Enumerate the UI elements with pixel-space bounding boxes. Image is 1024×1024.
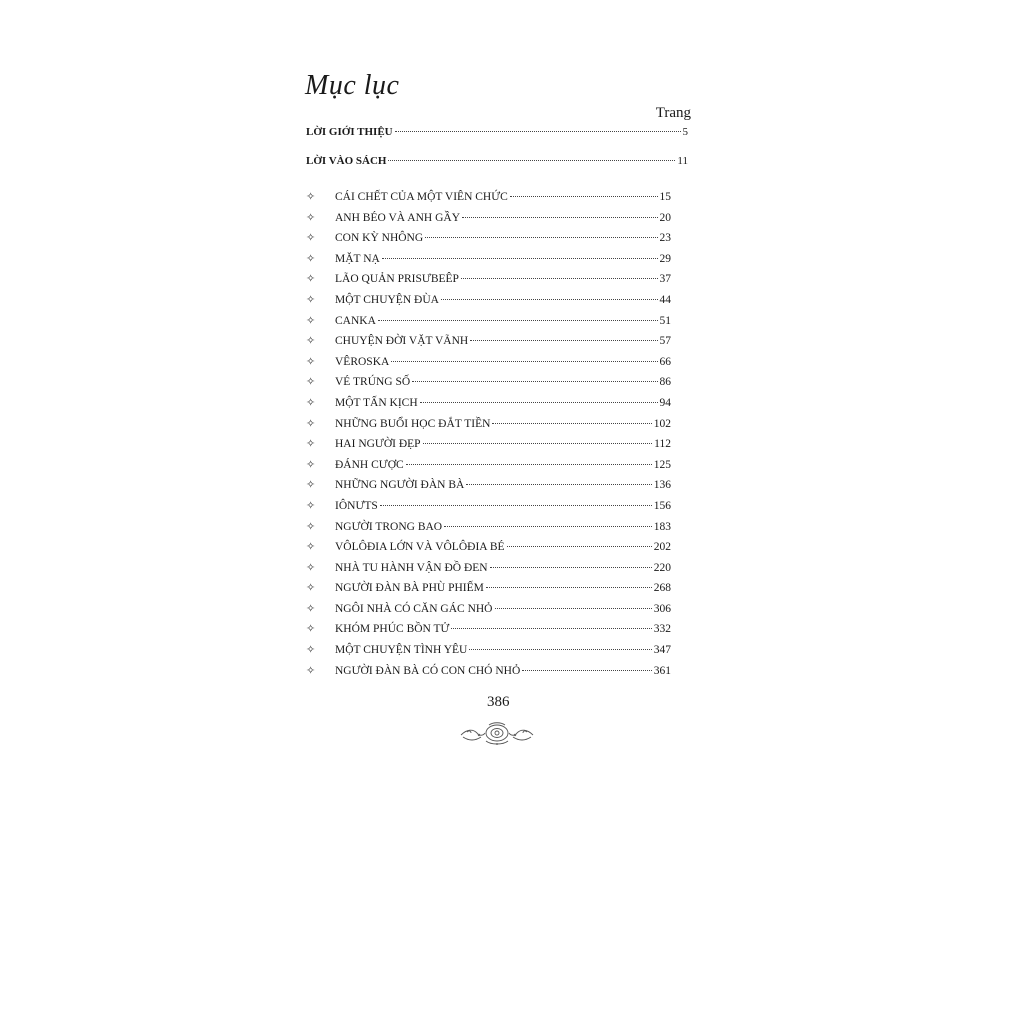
- diamond-star-icon: ✧: [306, 396, 316, 409]
- toc-entry-row: [306, 664, 691, 685]
- diamond-star-icon: ✧: [306, 644, 316, 657]
- dot-leader: [380, 505, 652, 506]
- dot-leader: [420, 402, 658, 403]
- dot-leader: [470, 340, 657, 341]
- toc-entry-row: [306, 478, 691, 499]
- toc-entry-title: NGƯỜI ĐÀN BÀ PHÙ PHIẾM: [335, 582, 484, 595]
- dot-leader: [406, 464, 652, 465]
- toc-entry-row: [306, 458, 691, 479]
- dot-leader: [461, 278, 658, 279]
- toc-entry-page: 15: [659, 191, 671, 203]
- diamond-star-icon: ✧: [306, 541, 316, 554]
- toc-entry-page: 347: [653, 644, 671, 657]
- toc-entry-page: 66: [659, 355, 671, 368]
- dot-leader: [469, 649, 651, 650]
- diamond-star-icon: ✧: [306, 602, 316, 615]
- toc-entry-page: 51: [659, 314, 671, 327]
- toc-front-matter-row: [306, 155, 691, 184]
- toc-entry-row: [306, 375, 691, 396]
- dot-leader: [510, 196, 658, 197]
- toc-entry-row: [306, 396, 691, 417]
- diamond-star-icon: ✧: [306, 376, 316, 389]
- dot-leader: [486, 587, 652, 588]
- toc-entry-row: [306, 231, 691, 252]
- toc-entry-title: MỘT CHUYỆN ĐÙA: [335, 293, 439, 306]
- diamond-star-icon: ✧: [306, 232, 316, 245]
- diamond-star-icon: ✧: [306, 438, 316, 451]
- toc-entry-row: [306, 314, 691, 335]
- toc-entry-title: NHỮNG BUỔI HỌC ĐẮT TIỀN: [335, 417, 491, 430]
- toc-entry-title: LÃO QUẢN PRISƯBEÊP: [335, 273, 459, 286]
- dot-leader: [466, 484, 651, 485]
- toc-entry-row: [306, 334, 691, 355]
- toc-entry-page: 361: [653, 664, 671, 677]
- toc-entry-page: 37: [659, 273, 671, 286]
- toc-entry-page: 23: [659, 232, 671, 245]
- page-number: 386: [487, 694, 510, 710]
- diamond-star-icon: ✧: [306, 520, 316, 533]
- toc-entry-title: MỘT TẤN KỊCH: [335, 396, 418, 409]
- toc-entry-page: 44: [659, 293, 671, 306]
- toc-entry-page: 5: [682, 126, 688, 138]
- diamond-star-icon: ✧: [306, 314, 316, 327]
- dot-leader: [423, 443, 653, 444]
- toc-entry-page: 20: [659, 211, 671, 224]
- toc-entry-row: [306, 602, 691, 623]
- diamond-star-icon: ✧: [306, 582, 316, 595]
- toc-entry-page: 86: [659, 376, 671, 389]
- toc-entry-title: NHÀ TU HÀNH VẬN ĐỒ ĐEN: [335, 561, 488, 574]
- toc-entry-page: 11: [677, 155, 688, 167]
- toc-entry-title: ANH BÉO VÀ ANH GẦY: [335, 211, 461, 224]
- diamond-star-icon: ✧: [306, 479, 316, 492]
- toc-entry-title: VÔLÔĐIA LỚN VÀ VÔLÔĐIA BÉ: [335, 541, 505, 554]
- toc-entry-title: CHUYỆN ĐỜI VẶT VÃNH: [335, 335, 469, 348]
- dot-leader: [522, 670, 651, 671]
- toc-entry-page: 268: [653, 582, 671, 595]
- toc-entry-page: 29: [659, 252, 671, 265]
- toc-entry-page: 306: [653, 602, 671, 615]
- diamond-star-icon: ✧: [306, 623, 316, 636]
- diamond-star-icon: ✧: [306, 417, 316, 430]
- toc-entry-row: [306, 643, 691, 664]
- diamond-star-icon: ✧: [306, 211, 316, 224]
- toc-entry-page: 112: [654, 438, 671, 451]
- toc-entry-row: [306, 499, 691, 520]
- dot-leader: [425, 237, 657, 238]
- toc-entry-row: [306, 190, 691, 211]
- page-title: Mục lục: [305, 70, 400, 101]
- toc-entry-page: 156: [653, 499, 671, 512]
- toc-entry-title: KHÓM PHÚC BỒN TỬ: [335, 623, 450, 636]
- dot-leader: [490, 567, 652, 568]
- toc-entry-page: 57: [659, 335, 671, 348]
- toc-entry-row: [306, 293, 691, 314]
- toc-entry-row: [306, 520, 691, 541]
- diamond-star-icon: ✧: [306, 273, 316, 286]
- toc-entry-title: CÁI CHẾT CỦA MỘT VIÊN CHỨC: [335, 191, 508, 203]
- toc-entry-row: [306, 581, 691, 602]
- toc-front-matter-row: [306, 126, 691, 155]
- toc-entry-page: 202: [653, 541, 671, 554]
- decorative-ornament-icon: [459, 721, 535, 747]
- dot-leader: [441, 299, 658, 300]
- diamond-star-icon: ✧: [306, 458, 316, 471]
- dot-leader: [492, 423, 651, 424]
- toc-entry-title: NGƯỜI TRONG BAO: [335, 520, 443, 533]
- toc-entry-row: [306, 211, 691, 232]
- dot-leader: [378, 320, 658, 321]
- diamond-star-icon: ✧: [306, 293, 316, 306]
- dot-leader: [382, 258, 658, 259]
- diamond-star-icon: ✧: [306, 664, 316, 677]
- toc-entry-row: [306, 272, 691, 293]
- table-of-contents: [306, 126, 691, 684]
- toc-entry-title: LỜI VÀO SÁCH: [306, 155, 387, 167]
- diamond-star-icon: ✧: [306, 355, 316, 368]
- toc-entry-title: ĐÁNH CƯỢC: [335, 458, 404, 471]
- dot-leader: [391, 361, 657, 362]
- diamond-star-icon: ✧: [306, 191, 316, 203]
- toc-entry-row: [306, 437, 691, 458]
- toc-entry-title: IÔNƯTS: [335, 499, 378, 512]
- diamond-star-icon: ✧: [306, 335, 316, 348]
- toc-entry-page: 332: [653, 623, 671, 636]
- page-column-label: Trang: [655, 105, 691, 121]
- diamond-star-icon: ✧: [306, 252, 316, 265]
- toc-entry-row: [306, 417, 691, 438]
- toc-entry-title: CANKA: [335, 314, 376, 327]
- toc-entry-row: [306, 540, 691, 561]
- toc-entry-title: NHỮNG NGƯỜI ĐÀN BÀ: [335, 479, 465, 492]
- toc-entry-row: [306, 561, 691, 582]
- toc-entry-row: [306, 355, 691, 376]
- toc-entry-title: MẶT NẠ: [335, 252, 380, 265]
- toc-entry-page: 102: [653, 417, 671, 430]
- dot-leader: [451, 628, 651, 629]
- toc-entry-title: NGÔI NHÀ CÓ CĂN GÁC NHỎ: [335, 602, 493, 615]
- toc-entry-title: VÊROSKA: [335, 355, 390, 368]
- dot-leader: [395, 131, 681, 132]
- toc-entry-title: CON KỲ NHÔNG: [335, 232, 424, 245]
- toc-entry-page: 183: [653, 520, 671, 533]
- dot-leader: [462, 217, 657, 218]
- diamond-star-icon: ✧: [306, 499, 316, 512]
- diamond-star-icon: ✧: [306, 561, 316, 574]
- toc-entry-page: 94: [659, 396, 671, 409]
- toc-entry-title: HAI NGƯỜI ĐẸP: [335, 438, 421, 451]
- toc-entry-title: NGƯỜI ĐÀN BÀ CÓ CON CHÓ NHỎ: [335, 664, 521, 677]
- dot-leader: [444, 526, 652, 527]
- toc-entry-title: VÉ TRÚNG SỐ: [335, 376, 411, 389]
- dot-leader: [507, 546, 652, 547]
- toc-entry-page: 220: [653, 561, 671, 574]
- dot-leader: [388, 160, 675, 161]
- toc-entry-title: MỘT CHUYỆN TÌNH YÊU: [335, 644, 468, 657]
- toc-entry-title: LỜI GIỚI THIỆU: [306, 126, 393, 138]
- toc-entry-row: [306, 622, 691, 643]
- dot-leader: [495, 608, 652, 609]
- toc-entry-page: 136: [653, 479, 671, 492]
- toc-entry-page: 125: [653, 458, 671, 471]
- dot-leader: [412, 381, 657, 382]
- toc-entry-row: [306, 252, 691, 273]
